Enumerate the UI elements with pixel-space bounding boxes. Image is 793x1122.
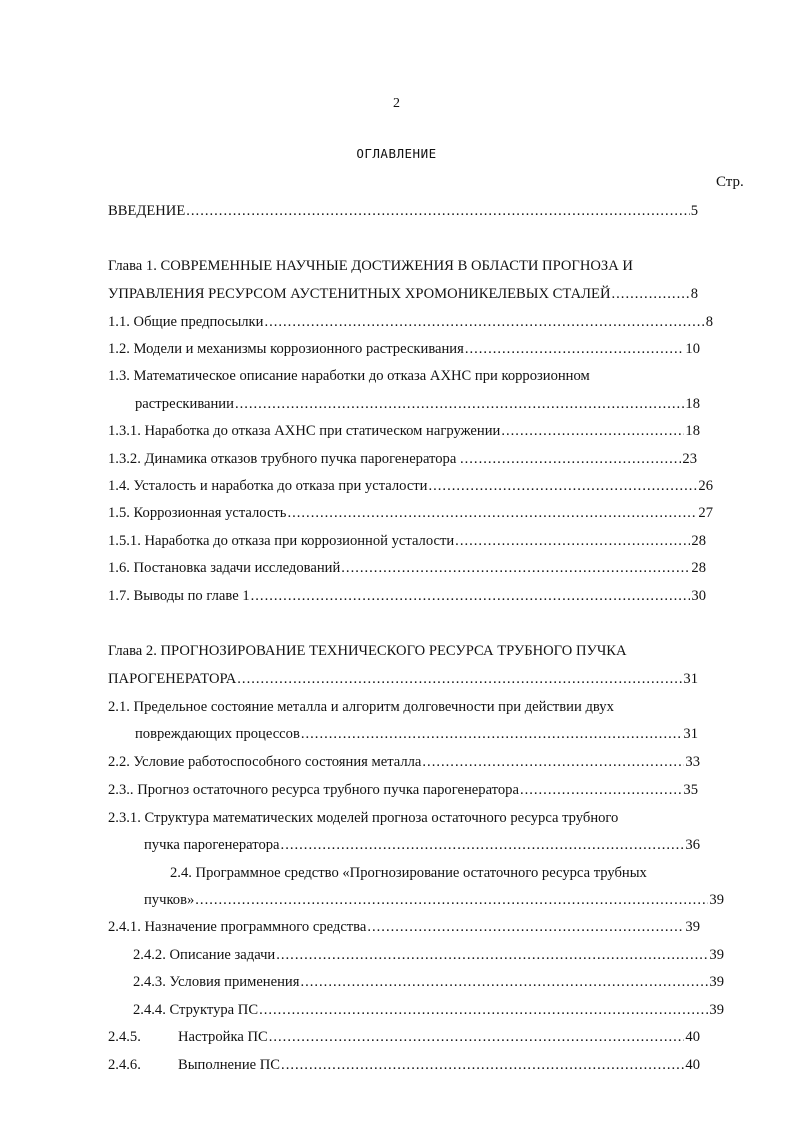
toc-entry-2-4-cont: пучков» ..... 39 — [144, 890, 724, 910]
toc-entry-2-3-1-cont: пучка парогенератора ..... 36 — [144, 835, 700, 855]
toc-entry-1-3-1: 1.3.1. Наработка до отказа АХНС при статическом нагружении ..... 18 — [108, 421, 700, 441]
toc-entry-1-2: 1.2. Модели и механизмы коррозионного растрескивания ..... 10 — [108, 339, 700, 359]
toc-entry-chapter-1: Глава 1. СОВРЕМЕННЫЕ НАУЧНЫЕ ДОСТИЖЕНИЯ В ОБЛАСТИ ПРОГНОЗА И — [108, 258, 633, 274]
page-column-label: Стр. — [716, 174, 744, 190]
toc-entry-chapter-2-cont: ПАРОГЕНЕРАТОРА ..... 31 — [108, 669, 698, 689]
toc-entry-2-3-1: 2.3.1. Структура математических моделей прогноза остаточного ресурса трубного — [108, 810, 619, 826]
toc-entry-2-1: 2.1. Предельное состояние металла и алгоритм долговечности при действии двух — [108, 699, 614, 715]
toc-entry-chapter-1-cont: УПРАВЛЕНИЯ РЕСУРСОМ АУСТЕНИТНЫХ ХРОМОНИКЕЛЕВЫХ СТАЛЕЙ ..... 8 — [108, 284, 698, 304]
toc-entry-1-7: 1.7. Выводы по главе 1 ..... 30 — [108, 586, 706, 606]
toc-entry-1-3: 1.3. Математическое описание наработки до отказа АХНС при коррозионном — [108, 368, 590, 384]
toc-entry-2-4-2: 2.4.2. Описание задачи ..... 39 — [133, 945, 724, 965]
page-number: 2 — [393, 96, 400, 111]
toc-entry-introduction: ВВЕДЕНИЕ ..... 5 — [108, 201, 698, 221]
toc-entry-2-4-5: 2.4.5. Настройка ПС ..... 40 — [108, 1027, 700, 1047]
toc-entry-1-5-1: 1.5.1. Наработка до отказа при коррозионной усталости ..... 28 — [108, 531, 706, 551]
toc-entry-2-3: 2.3.. Прогноз остаточного ресурса трубного пучка парогенератора ..... 35 — [108, 780, 698, 800]
toc-entry-1-3-cont: растрескивании ..... 18 — [135, 394, 700, 414]
toc-entry-2-4: 2.4. Программное средство «Прогнозирование остаточного ресурса трубных — [170, 865, 647, 881]
toc-entry-2-4-1: 2.4.1. Назначение программного средства ..... 39 — [108, 917, 700, 937]
toc-entry-1-4: 1.4. Усталость и наработка до отказа при усталости ..... 26 — [108, 476, 713, 496]
toc-entry-1-1: 1.1. Общие предпосылки ..... 8 — [108, 312, 713, 332]
toc-entry-2-1-cont: повреждающих процессов ..... 31 — [135, 724, 698, 744]
page-title: ОГЛАВЛЕНИЕ — [356, 146, 437, 161]
toc-entry-chapter-2: Глава 2. ПРОГНОЗИРОВАНИЕ ТЕХНИЧЕСКОГО РЕСУРСА ТРУБНОГО ПУЧКА — [108, 643, 627, 659]
toc-entry-2-4-3: 2.4.3. Условия применения ..... 39 — [133, 972, 724, 992]
toc-entry-1-3-2: 1.3.2. Динамика отказов трубного пучка парогенератора . ..... 23 — [108, 449, 697, 469]
toc-entry-2-2: 2.2. Условие работоспособного состояния металла ..... 33 — [108, 752, 700, 772]
toc-entry-1-5: 1.5. Коррозионная усталость ..... 27 — [108, 503, 713, 523]
toc-entry-2-4-6: 2.4.6. Выполнение ПС ..... 40 — [108, 1055, 700, 1075]
toc-entry-1-6: 1.6. Постановка задачи исследований ..... 28 — [108, 558, 706, 578]
toc-entry-2-4-4: 2.4.4. Структура ПС ..... 39 — [133, 1000, 724, 1020]
